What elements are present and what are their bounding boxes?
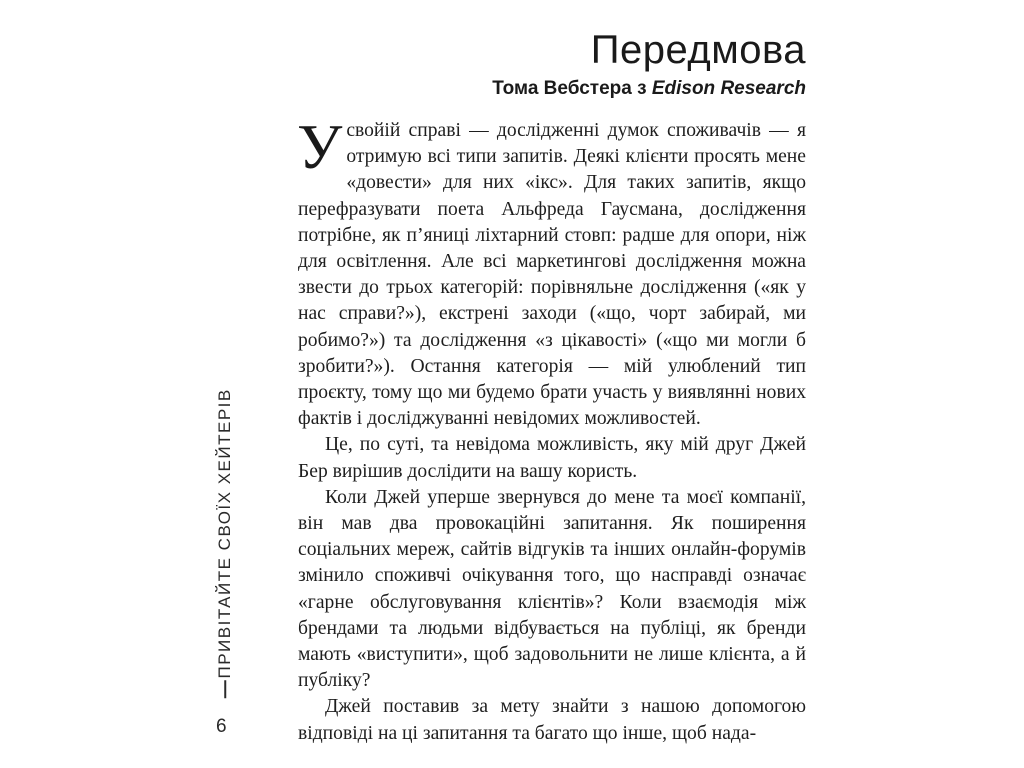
paragraph-3: Коли Джей уперше звернувся до мене та моєї компанії, він мав два провокаційні запитання. Як поширення соціальних мереж, сайтів відгуків та інших онлайн-форумів змінило споживчі очікування того, що насправді означає «гарне обслуговування клієнтів»? Коли взаємодія між брендами та людьми відбувається на публіці, як бренди мають «виступити», щоб задовольнити не лише клієнта, а й публіку? bbox=[298, 486, 806, 692]
running-head-text: ПРИВІТАЙТЕ СВОЇХ ХЕЙТЕРІВ bbox=[215, 388, 234, 679]
running-head bbox=[212, 370, 238, 690]
running-head-divider bbox=[224, 680, 226, 698]
byline-organization: Edison Research bbox=[651, 78, 806, 99]
chapter-title: Передмова bbox=[590, 28, 806, 72]
chapter-byline bbox=[492, 78, 806, 100]
paragraph-2: Це, по суті, та невідома можливість, яку мій друг Джей Бер вирішив дослідити на вашу користь. bbox=[298, 434, 806, 482]
page-number: 6 bbox=[216, 716, 227, 737]
body-text bbox=[297, 111, 806, 747]
paragraph-4: Джей поставив за мету знайти з нашою допомогою відповіді на ці запитання та багато що інше, щоб нада- bbox=[298, 696, 806, 744]
drop-cap: У bbox=[297, 111, 343, 182]
paragraph-1 bbox=[297, 111, 806, 432]
paragraph-1-text: свойій справі — дослідженні думок споживачів — я отримую всі типи запитів. Деякі клієнти просять мене «довести» для них «ікс». Для таких запитів, якщо перефразувати поета Альфреда Гаусмана, дослідження потрібне, як п’яниці ліхтарний стовп: радше для опори, ніж для освітлення. Але всі маркетингові дослідження можна звести до трьох категорій: порівняльне дослідження («як у нас справи?»), екстрені заходи («що, чорт забирай, ми робимо?») та дослідження «з цікавості» («що ми могли б зробити?»). Остання категорія — мій улюблений тип проєкту, тому що ми будемо брати участь у виявлянні нових фактів і досліджуванні невідомих можливостей. bbox=[298, 120, 806, 430]
byline-author: Тома Вебстера з bbox=[492, 78, 652, 99]
